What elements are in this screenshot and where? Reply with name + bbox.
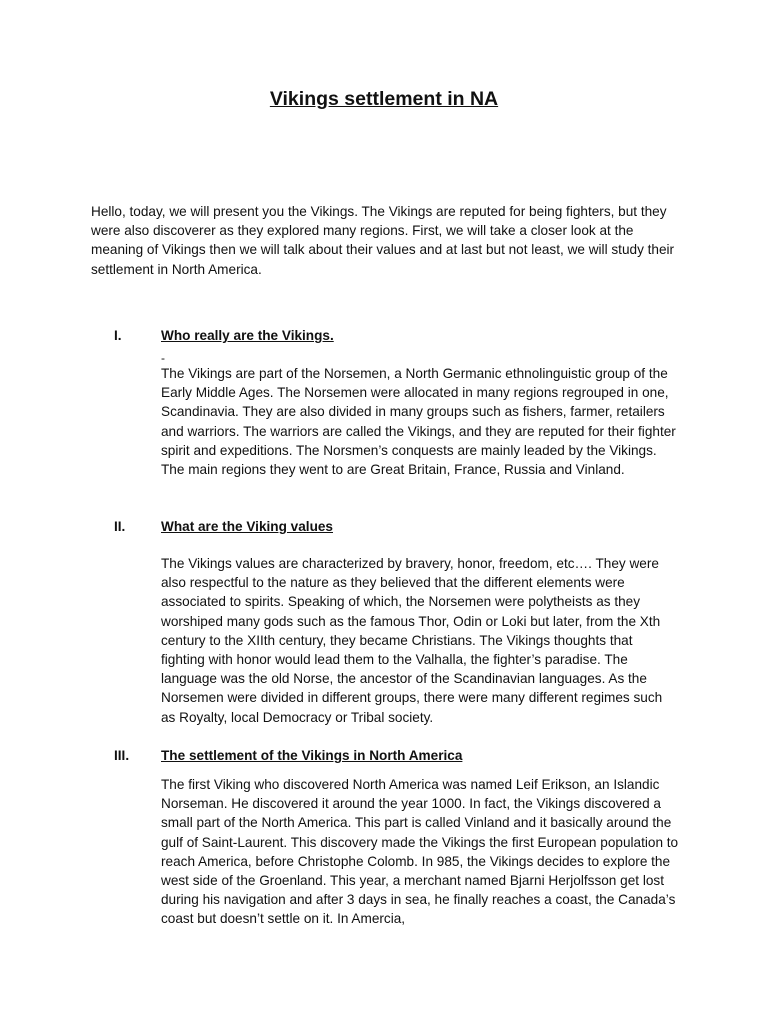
section-2-numeral: II. bbox=[114, 519, 126, 534]
section-1-numeral: I. bbox=[114, 328, 122, 343]
section-3-heading: The settlement of the Vikings in North America bbox=[161, 748, 463, 763]
section-3-body: The first Viking who discovered North America was named Leif Erikson, an Islandic Norseman. He discovered it around the year 1000. In fact, the Vikings discovered a small part of the North America. This part is called Vinland and it basically around the gulf of Saint-Laurent. This discovery made the Vikings the first European population to reach America, before Christophe Colomb. In 985, the Vikings decides to explore the west side of the Groenland. This year, a merchant named Bjarni Herjolfsson get lost during his navigation and after 3 days in sea, he finally reaches a coast, the Canada’s coast but doesn’t settle on it. In Amercia, bbox=[161, 777, 679, 927]
section-1-list-marker: - bbox=[161, 351, 165, 365]
document-title: Vikings settlement in NA bbox=[269, 88, 499, 110]
section-1-heading: Who really are the Vikings. bbox=[161, 328, 334, 343]
section-2-heading: What are the Viking values bbox=[161, 519, 333, 534]
section-1-body: The Vikings are part of the Norsemen, a North Germanic ethnolinguistic group of the Early Middle Ages. The Norsemen were allocated in many regions regrouped in one, Scandinavia. They are also divided in many groups such as fishers, farmer, retailers and warriors. The warriors are called the Vikings, and they are reputed for their fighter spirit and expeditions. The Norsmen’s conquests are mainly leaded by the Vikings. The main regions they went to are Great Britain, France, Russia and Vinland. bbox=[161, 366, 676, 478]
section-3-numeral: III. bbox=[114, 748, 130, 763]
intro-paragraph: Hello, today, we will present you the Vikings. The Vikings are reputed for being fighters, but they were also discoverer as they explored many regions. First, we will take a closer look at the meaning of Vikings then we will talk about their values and at last but not least, we will study their settlement in North America. bbox=[91, 204, 675, 277]
section-2-body: The Vikings values are characterized by bravery, honor, freedom, etc…. They were also respectful to the nature as they believed that the different elements were associated to spirits. Speaking of which, the Norsemen were polytheists as they worshiped many gods such as the famous Thor, Odin or Loki but later, from the Xth century to the XIIth century, they became Christians. The Vikings thoughts that fighting with honor would lead them to the Valhalla, the fighter’s paradise. The language was the old Norse, the ancestor of the Scandinavian languages. As the Norsemen were divided in different groups, there were many different regimes such as Royalty, local Democracy or Tribal society. bbox=[161, 556, 663, 725]
